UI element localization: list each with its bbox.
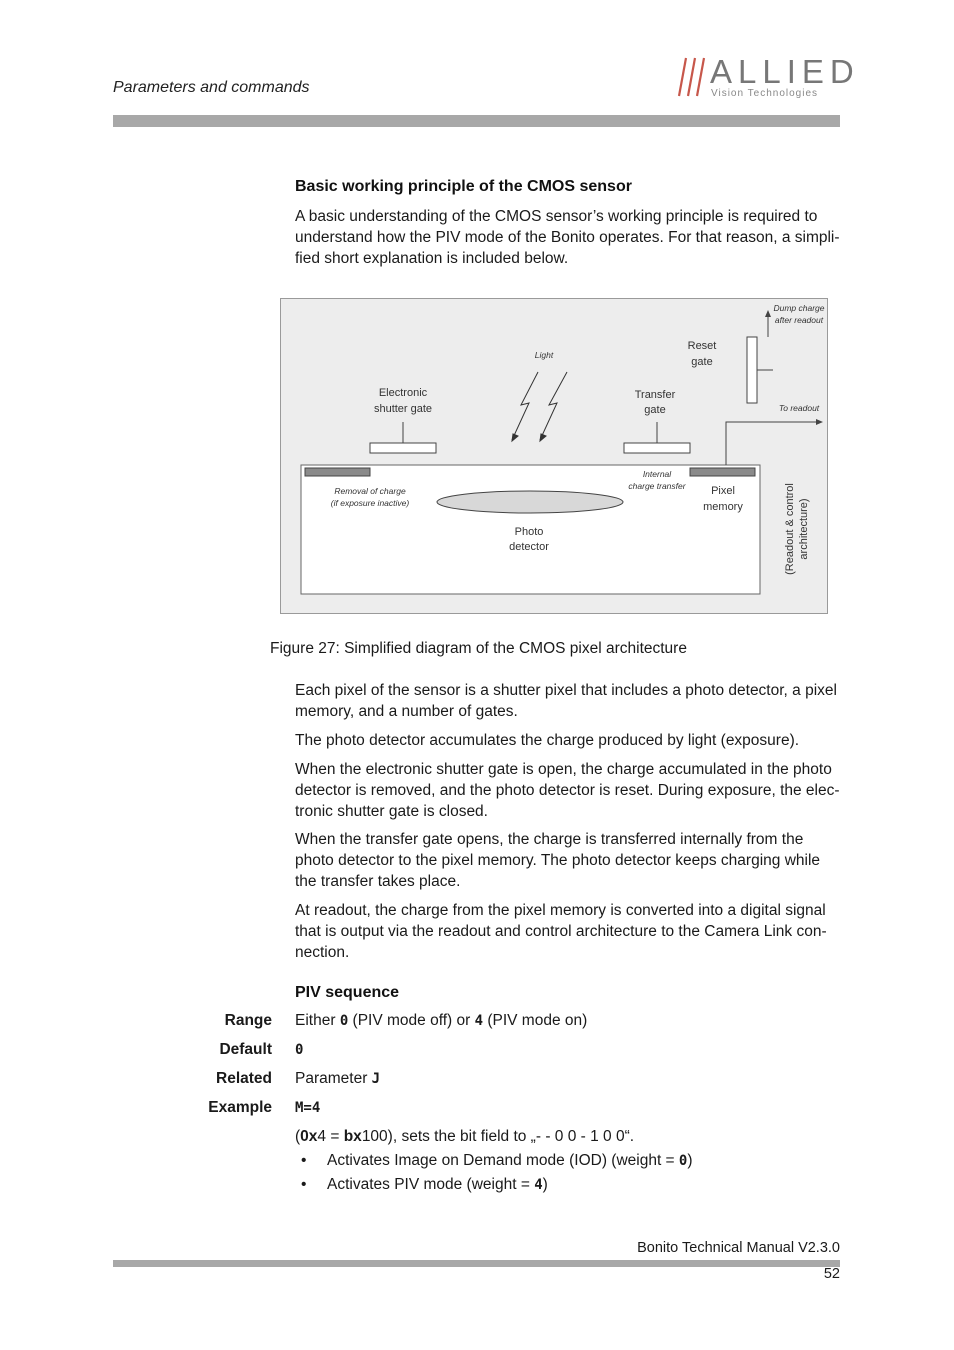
electronic-gate-label: Electronic — [378, 387, 428, 399]
range-value: Either 0 (PIV mode off) or 4 (PIV mode on) — [295, 1012, 588, 1029]
bullet-dot: • — [301, 1152, 307, 1169]
body-line: When the electronic shutter gate is open, the charge accumulated in the photo — [295, 761, 832, 778]
example-label: Example — [208, 1099, 272, 1116]
body-line: Each pixel of the sensor is a shutter pixel that includes a photo detector, a pixel — [295, 682, 837, 699]
body-line: When the transfer gate opens, the charge is transferred internally from the — [295, 831, 804, 848]
body-line: detector is removed, and the photo detector is reset. During exposure, the elec- — [295, 782, 840, 799]
readout-architecture-label: architecture) — [798, 498, 810, 560]
removal-label: Removal of charge — [334, 486, 406, 496]
footer-rule — [113, 1260, 840, 1267]
logo-main-text: ALLIED — [710, 53, 860, 90]
example-command: M=4 — [295, 1100, 321, 1116]
internal-transfer-label: charge transfer — [628, 481, 686, 491]
header-rule — [113, 115, 840, 127]
light-label: Light — [534, 350, 554, 360]
electronic-gate-label: shutter gate — [373, 403, 433, 415]
body-line: photo detector to the pixel memory. The photo detector keeps charging while — [295, 852, 821, 869]
pixel-memory-bar — [690, 468, 755, 476]
body-line: that is output via the readout and control architecture to the Camera Link con- — [295, 923, 827, 940]
pixel-memory-label: Pixel — [711, 485, 735, 497]
allied-logo — [668, 52, 860, 100]
body-line: At readout, the charge from the pixel memory is converted into a digital signal — [295, 902, 826, 919]
footer-manual-title: Bonito Technical Manual V2.3.0 — [637, 1240, 840, 1256]
removal-gate-bar — [305, 468, 370, 476]
body-line: memory, and a number of gates. — [295, 703, 518, 720]
intro-line: A basic understanding of the CMOS sensor’s working principle is required to — [295, 208, 818, 225]
intro-paragraph — [295, 206, 840, 269]
range-value-on: 4 — [474, 1013, 484, 1029]
body-paragraph — [295, 900, 827, 963]
body-paragraph — [295, 829, 820, 892]
dump-charge-label: after readout — [774, 315, 824, 325]
default-label: Default — [219, 1041, 272, 1058]
reset-gate-label: Reset — [687, 340, 717, 352]
body-line: The photo detector accumulates the charge produced by light (exposure). — [295, 732, 800, 749]
photo-detector-label: Photo — [514, 526, 544, 538]
related-value: Parameter J — [295, 1070, 381, 1087]
example-description: (0x4 = bx100), sets the bit field to „- - 0 0 - 1 0 0“. — [295, 1128, 635, 1145]
transfer-gate — [624, 443, 690, 453]
logo-slashes — [679, 58, 704, 96]
body-paragraph — [295, 730, 799, 751]
dump-charge-label: Dump charge — [773, 303, 825, 313]
photo-detector-label: detector — [509, 541, 549, 553]
bullet-item: Activates PIV mode (weight = 4) — [327, 1176, 548, 1193]
intro-line: understand how the PIV mode of the Bonito operates. For that reason, a simpli- — [295, 229, 840, 246]
related-label: Related — [216, 1070, 272, 1087]
transfer-gate-label: Transfer — [634, 389, 676, 401]
bullet-item: Activates Image on Demand mode (IOD) (weight = 0) — [327, 1152, 693, 1169]
to-readout-label: To readout — [778, 403, 820, 413]
pixel-memory-label: memory — [703, 501, 743, 513]
related-parameter: J — [371, 1071, 381, 1087]
intro-line: fied short explanation is included below. — [295, 250, 569, 267]
header-section-title: Parameters and commands — [113, 79, 310, 96]
readout-architecture-label: (Readout & control — [784, 483, 796, 575]
body-line: nection. — [295, 944, 350, 961]
photo-detector-ellipse — [437, 491, 623, 513]
default-value: 0 — [295, 1042, 304, 1058]
page-number: 52 — [823, 1266, 840, 1282]
section-heading-piv: PIV sequence — [295, 984, 400, 1001]
removal-label: (if exposure inactive) — [330, 498, 410, 508]
range-value-off: 0 — [339, 1013, 349, 1029]
figure-caption: Figure 27: Simplified diagram of the CMOS pixel architecture — [270, 640, 687, 657]
body-line: the transfer takes place. — [295, 873, 461, 890]
internal-transfer-label: Internal — [642, 469, 672, 479]
body-paragraph — [295, 680, 837, 722]
bullet-dot: • — [301, 1176, 307, 1193]
electronic-shutter-gate — [370, 443, 436, 453]
section-heading-cmos: Basic working principle of the CMOS sensor — [295, 178, 632, 195]
cmos-pixel-diagram — [280, 298, 828, 614]
body-line: tronic shutter gate is closed. — [295, 803, 488, 820]
logo-sub-text: Vision Technologies — [711, 88, 819, 99]
body-paragraph — [295, 759, 840, 822]
reset-gate-label: gate — [691, 356, 713, 368]
reset-gate — [747, 337, 757, 403]
transfer-gate-label: gate — [644, 404, 666, 416]
range-label: Range — [224, 1012, 272, 1029]
